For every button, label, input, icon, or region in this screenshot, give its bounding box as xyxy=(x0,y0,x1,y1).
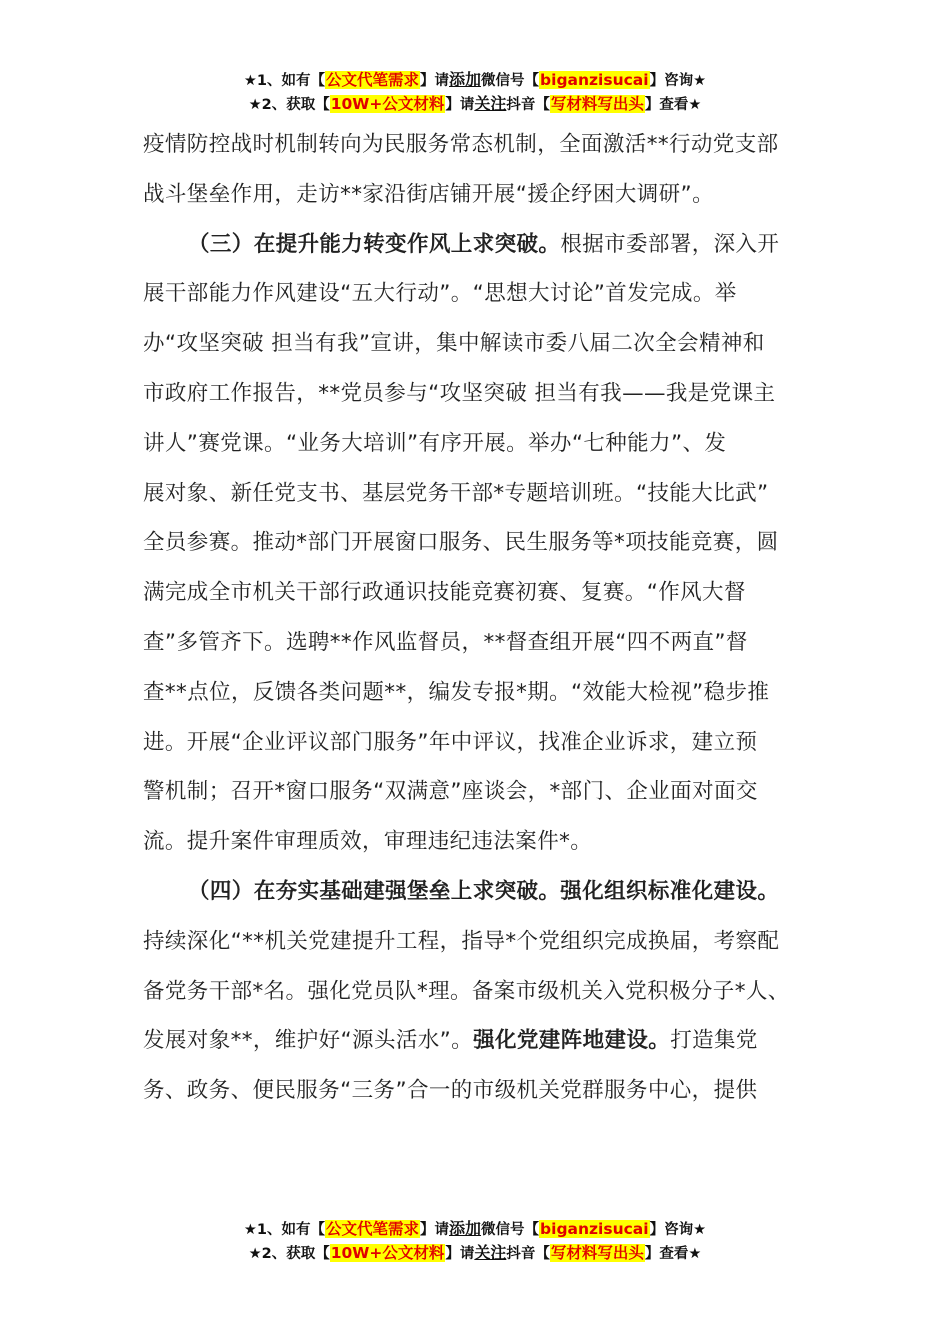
bold-text-run: （三）在提升能力转变作风上求突破。 xyxy=(188,231,561,257)
banner-text: 微信号【 xyxy=(481,1222,540,1238)
banner-underline: 添加 xyxy=(449,1219,482,1238)
text-run: 战斗堡垒作用，走访**家沿街店铺开展“援企纾困大调研”。 xyxy=(143,181,714,207)
banner-text: 】咨询★ xyxy=(649,1222,707,1238)
banner-text: 微信号【 xyxy=(481,73,540,89)
text-run: 讲人”赛党课。“业务大培训”有序开展。举办“七种能力”、发 xyxy=(143,430,727,456)
text-line xyxy=(143,917,807,967)
footer-banner xyxy=(0,1217,950,1265)
text-line xyxy=(143,269,807,319)
text-line xyxy=(143,867,807,917)
banner-underline: 关注 xyxy=(474,1243,507,1262)
banner-highlight: 写材料写出头 xyxy=(550,1244,644,1262)
text-line xyxy=(143,220,807,270)
banner-line-2 xyxy=(0,1241,950,1265)
text-run: 发展对象**，维护好“源头活水”。 xyxy=(143,1028,474,1054)
bold-text-run: （四）在夯实基础建强堡垒上求突破。强化组织标准化建设。 xyxy=(188,878,780,904)
banner-highlight: 公文代笔需求 xyxy=(326,71,420,89)
banner-text: 】请 xyxy=(445,97,475,113)
text-line xyxy=(143,518,807,568)
text-line xyxy=(143,618,807,668)
banner-text: 】请 xyxy=(420,73,450,89)
banner-highlight: 10W+公文材料 xyxy=(330,95,445,113)
banner-text: 】咨询★ xyxy=(649,73,707,89)
header-banner xyxy=(0,68,950,116)
banner-highlight: 公文代笔需求 xyxy=(326,1220,420,1238)
text-run: 满完成全市机关干部行政通识技能竞赛初赛、复赛。“作风大督 xyxy=(143,580,746,606)
text-run: 持续深化“**机关党建提升工程，指导*个党组织完成换届，考察配 xyxy=(143,928,780,954)
text-run: 全员参赛。推动*部门开展窗口服务、民生服务等*项技能竞赛，圆 xyxy=(143,530,779,556)
text-run: 进。开展“企业评议部门服务”年中评议，找准企业诉求，建立预 xyxy=(143,729,758,755)
banner-text: 】查看★ xyxy=(644,97,702,113)
text-line xyxy=(143,668,807,718)
banner-line-2 xyxy=(0,92,950,116)
text-line xyxy=(143,419,807,469)
text-run: 展对象、新任党支书、基层党务干部*专题培训班。“技能大比武” xyxy=(143,480,769,506)
text-line xyxy=(143,120,807,170)
banner-line-1 xyxy=(0,1217,950,1241)
banner-highlight: biganzisucai xyxy=(540,71,649,89)
banner-highlight: 10W+公文材料 xyxy=(330,1244,445,1262)
text-run: 办“攻坚突破 担当有我”宣讲，集中解读市委八届二次全会精神和 xyxy=(143,331,765,357)
text-run: 疫情防控战时机制转向为民服务常态机制，全面激活**行动党支部 xyxy=(143,132,779,157)
text-line xyxy=(143,967,807,1017)
text-line xyxy=(143,369,807,419)
banner-text: ★1、如有【 xyxy=(243,73,325,89)
text-line xyxy=(143,568,807,618)
text-run: 市政府工作报告，**党员参与“攻坚突破 担当有我——我是党课主 xyxy=(143,380,776,406)
banner-text: ★2、获取【 xyxy=(248,97,330,113)
text-line xyxy=(143,817,807,867)
banner-text: 抖音【 xyxy=(506,1246,550,1262)
banner-text: ★2、获取【 xyxy=(248,1246,330,1262)
text-run: 务、政务、便民服务“三务”合一的市级机关党群服务中心，提供 xyxy=(143,1078,758,1104)
text-line xyxy=(143,1016,807,1066)
text-run: 警机制；召开*窗口服务“双满意”座谈会，*部门、企业面对面交 xyxy=(143,779,758,805)
banner-underline: 添加 xyxy=(449,70,482,89)
text-line xyxy=(143,170,807,220)
text-line xyxy=(143,1066,807,1116)
text-run: 查”多管齐下。选聘**作风监督员，**督查组开展“四不两直”督 xyxy=(143,629,748,655)
banner-text: 】请 xyxy=(445,1246,475,1262)
banner-underline: 关注 xyxy=(474,94,507,113)
text-run: 查**点位，反馈各类问题**，编发专报*期。“效能大检视”稳步推 xyxy=(143,679,770,705)
text-line xyxy=(143,718,807,768)
banner-text: 】请 xyxy=(420,1222,450,1238)
text-line xyxy=(143,767,807,817)
text-line xyxy=(143,319,807,369)
text-run: 流。提升案件审理质效，审理违纪违法案件*。 xyxy=(143,829,593,855)
banner-text: ★1、如有【 xyxy=(243,1222,325,1238)
banner-line-1 xyxy=(0,68,950,92)
text-run: 打造集党 xyxy=(670,1028,758,1054)
banner-text: 】查看★ xyxy=(644,1246,702,1262)
banner-highlight: 写材料写出头 xyxy=(550,95,644,113)
banner-text: 抖音【 xyxy=(506,97,550,113)
text-line xyxy=(143,469,807,519)
text-run: 根据市委部署，深入开 xyxy=(560,231,780,257)
document-body xyxy=(143,120,807,1116)
text-run: 备党务干部*名。强化党员队*理。备案市级机关入党积极分子*人、 xyxy=(143,978,790,1004)
bold-text-run: 强化党建阵地建设。 xyxy=(473,1028,671,1054)
banner-highlight: biganzisucai xyxy=(540,1220,649,1238)
text-run: 展干部能力作风建设“五大行动”。“思想大讨论”首发完成。举 xyxy=(143,281,737,307)
